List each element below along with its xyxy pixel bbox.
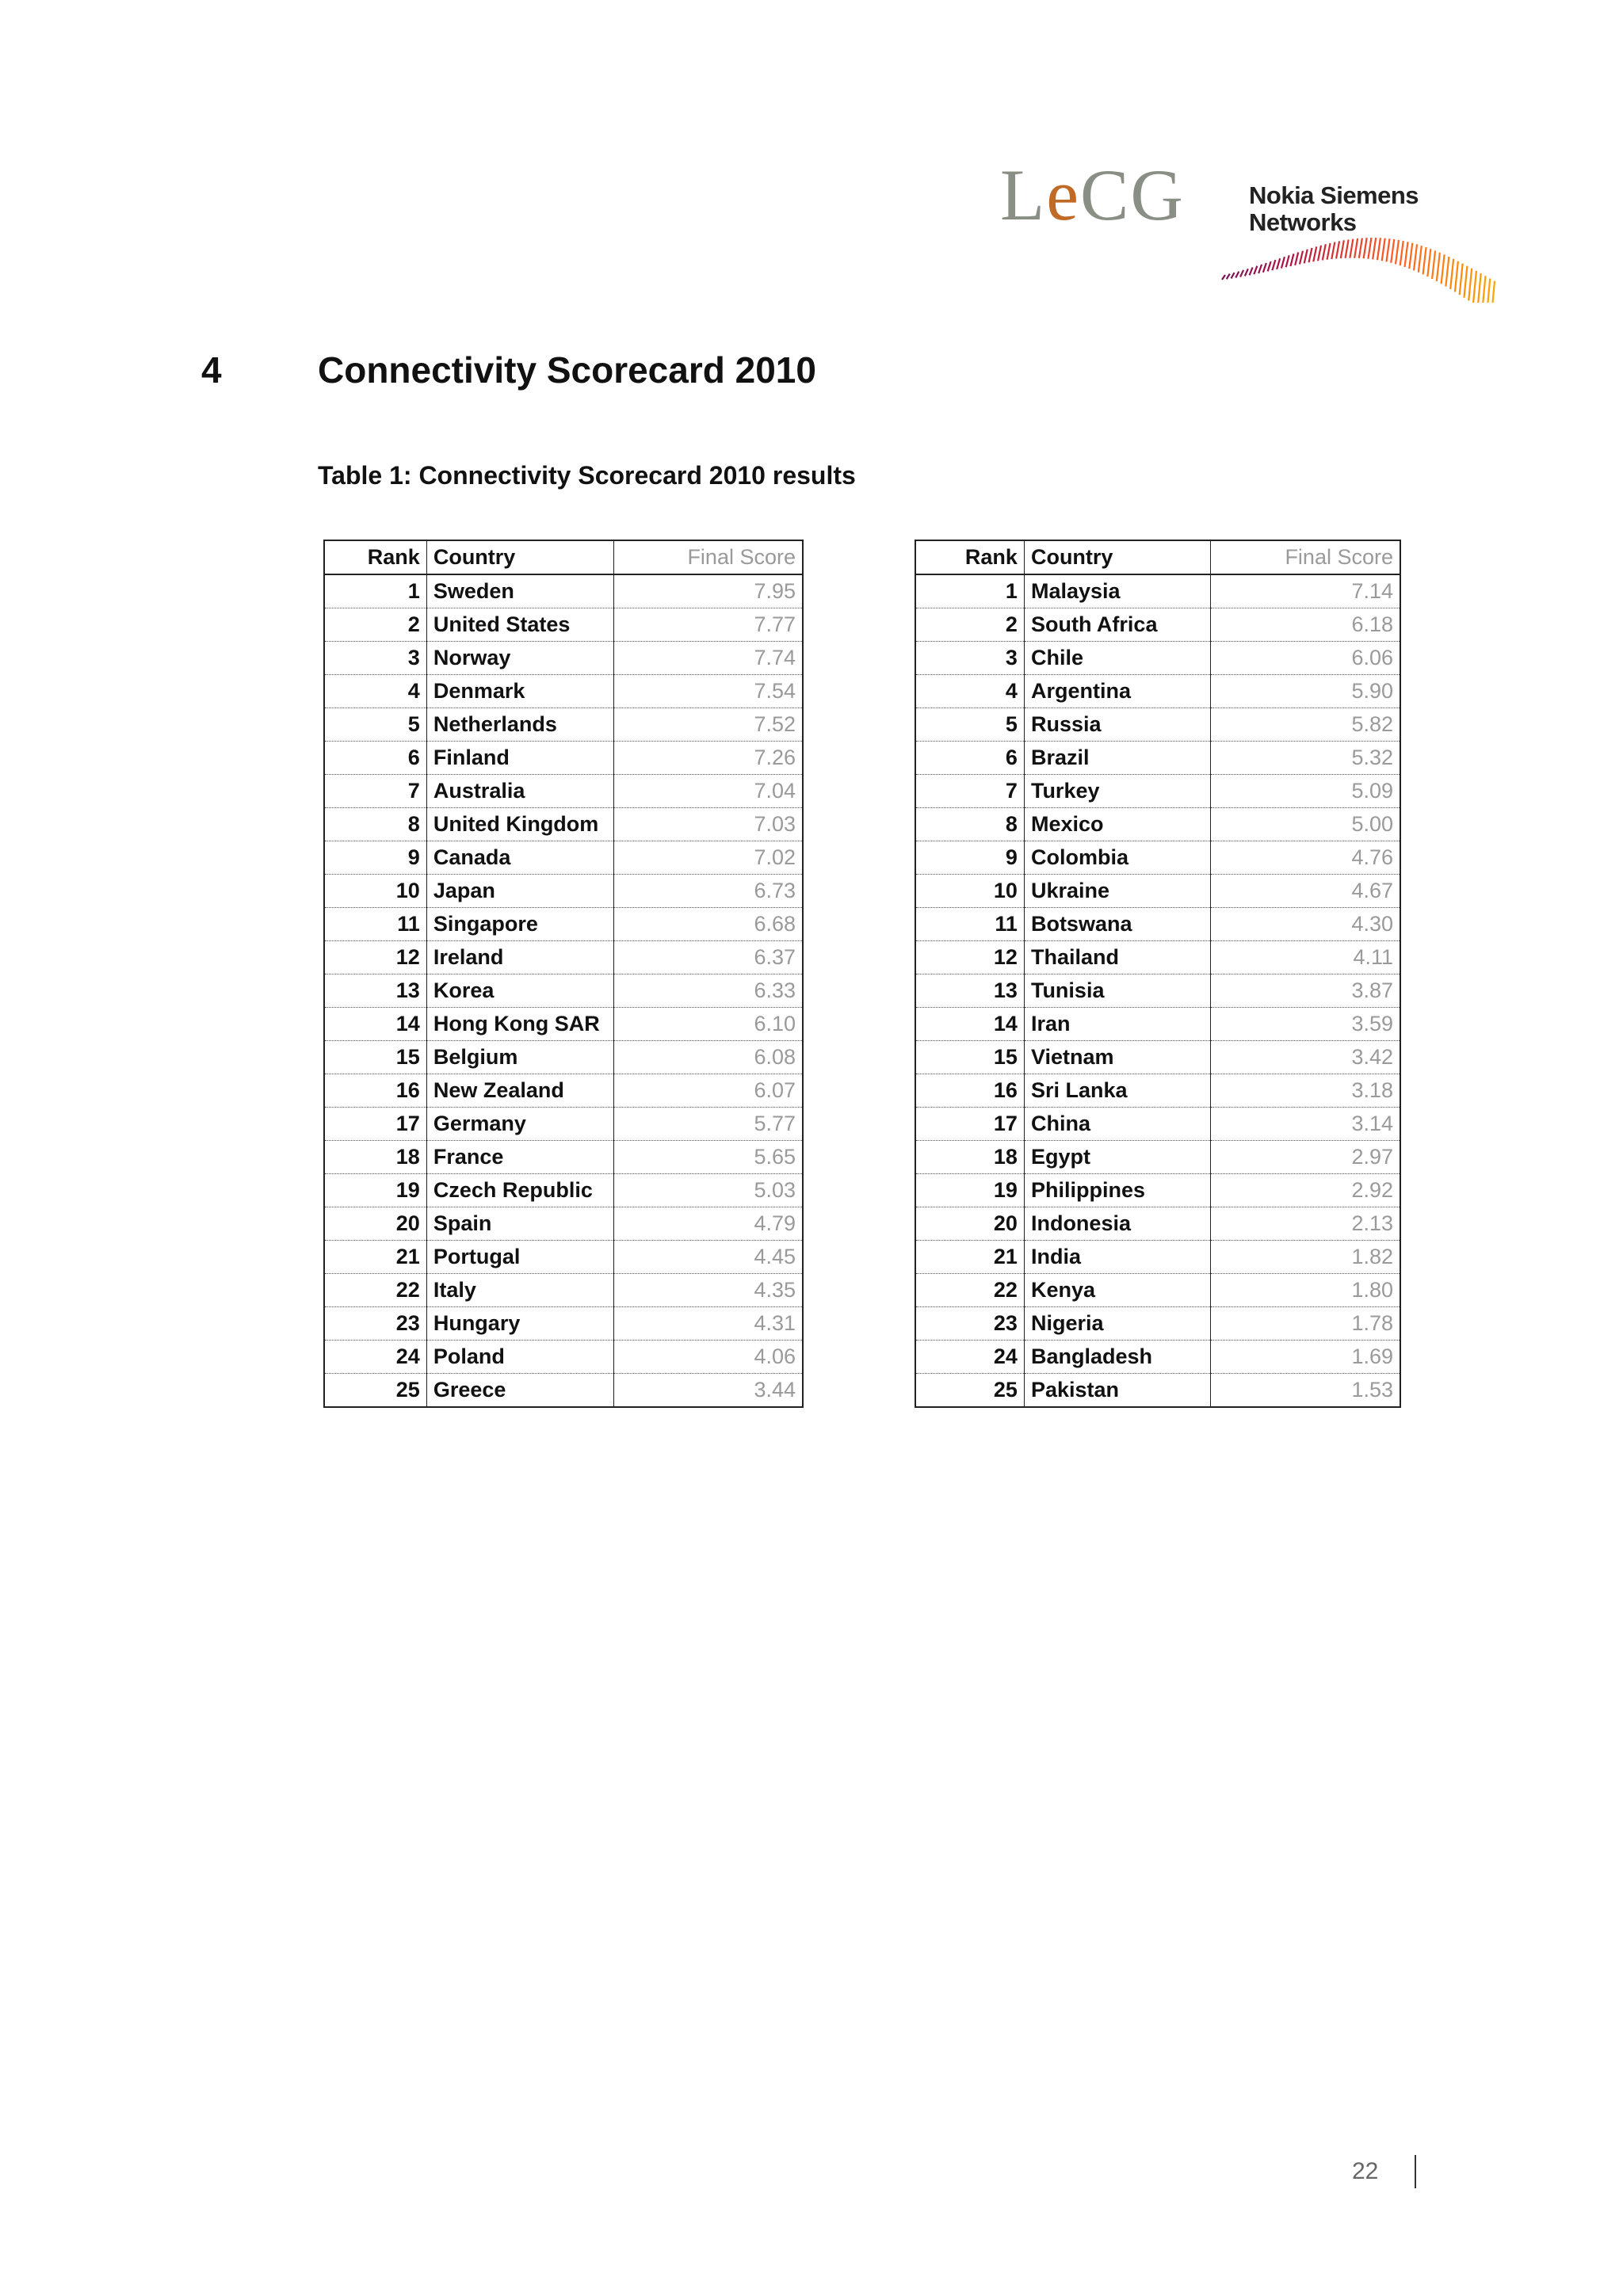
table-row [324, 574, 803, 608]
country-cell: Turkey [1024, 775, 1210, 808]
scorecard-table-right [915, 540, 1401, 1408]
country-cell: Hong Kong SAR [426, 1008, 613, 1041]
table-row [324, 742, 803, 775]
rank-cell: 19 [324, 1174, 426, 1207]
rank-cell: 18 [915, 1141, 1024, 1174]
table-row [915, 1174, 1400, 1207]
rank-cell: 6 [324, 742, 426, 775]
rank-cell: 20 [915, 1207, 1024, 1241]
rank-cell: 21 [915, 1241, 1024, 1274]
country-cell: United States [426, 608, 613, 642]
score-cell: 6.33 [613, 974, 803, 1008]
rank-cell: 1 [915, 574, 1024, 608]
score-cell: 1.78 [1211, 1307, 1400, 1341]
section-number: 4 [201, 349, 222, 391]
country-cell: Korea [426, 974, 613, 1008]
rank-cell: 23 [915, 1307, 1024, 1341]
score-cell: 5.00 [1211, 808, 1400, 841]
rank-cell: 3 [915, 642, 1024, 675]
rank-cell: 13 [915, 974, 1024, 1008]
country-cell: Egypt [1024, 1141, 1210, 1174]
score-cell: 6.08 [613, 1041, 803, 1074]
table-row [915, 1341, 1400, 1374]
table-row [324, 775, 803, 808]
score-cell: 4.30 [1211, 908, 1400, 941]
rank-cell: 11 [324, 908, 426, 941]
table-row [324, 875, 803, 908]
score-cell: 2.97 [1211, 1141, 1400, 1174]
rank-cell: 7 [324, 775, 426, 808]
table-row [324, 1374, 803, 1408]
score-cell: 7.54 [613, 675, 803, 708]
nsn-logo-line2: Networks [1249, 208, 1357, 236]
country-cell: South Africa [1024, 608, 1210, 642]
country-cell: Singapore [426, 908, 613, 941]
country-cell: Russia [1024, 708, 1210, 742]
score-cell: 4.67 [1211, 875, 1400, 908]
country-cell: United Kingdom [426, 808, 613, 841]
country-cell: China [1024, 1108, 1210, 1141]
score-cell: 3.59 [1211, 1008, 1400, 1041]
score-cell: 5.82 [1211, 708, 1400, 742]
country-cell: France [426, 1141, 613, 1174]
table-row [324, 642, 803, 675]
country-cell: Germany [426, 1108, 613, 1141]
country-header: Country [1024, 540, 1210, 574]
final-score-header: Final Score [1211, 540, 1400, 574]
rank-cell: 12 [324, 941, 426, 974]
country-cell: Argentina [1024, 675, 1210, 708]
rank-cell: 4 [324, 675, 426, 708]
page-number: 22 [1352, 2158, 1379, 2184]
score-cell: 5.32 [1211, 742, 1400, 775]
country-cell: Portugal [426, 1241, 613, 1274]
table-caption: Table 1: Connectivity Scorecard 2010 results [318, 461, 856, 490]
country-cell: Sri Lanka [1024, 1074, 1210, 1108]
country-cell: Botswana [1024, 908, 1210, 941]
table-row [915, 775, 1400, 808]
country-cell: Colombia [1024, 841, 1210, 875]
rank-cell: 16 [915, 1074, 1024, 1108]
country-cell: Indonesia [1024, 1207, 1210, 1241]
table-row [915, 1241, 1400, 1274]
score-cell: 4.35 [613, 1274, 803, 1307]
score-cell: 7.74 [613, 642, 803, 675]
country-cell: Chile [1024, 642, 1210, 675]
rank-cell: 9 [324, 841, 426, 875]
country-cell: Ireland [426, 941, 613, 974]
table-row [324, 1041, 803, 1074]
country-cell: Belgium [426, 1041, 613, 1074]
rank-cell: 23 [324, 1307, 426, 1341]
section-title: Connectivity Scorecard 2010 [318, 349, 816, 391]
rank-cell: 11 [915, 908, 1024, 941]
score-cell: 2.13 [1211, 1207, 1400, 1241]
table-row [915, 1008, 1400, 1041]
country-cell: Canada [426, 841, 613, 875]
score-cell: 3.14 [1211, 1108, 1400, 1141]
table-row [324, 708, 803, 742]
table-row [324, 1207, 803, 1241]
country-cell: Sweden [426, 574, 613, 608]
rank-cell: 16 [324, 1074, 426, 1108]
table-row [324, 675, 803, 708]
country-cell: Thailand [1024, 941, 1210, 974]
score-cell: 7.52 [613, 708, 803, 742]
table-row [324, 808, 803, 841]
country-cell: Spain [426, 1207, 613, 1241]
rank-cell: 15 [324, 1041, 426, 1074]
table-row [915, 1041, 1400, 1074]
rank-cell: 10 [324, 875, 426, 908]
country-cell: Kenya [1024, 1274, 1210, 1307]
table-row [324, 1307, 803, 1341]
table-row [915, 1108, 1400, 1141]
score-cell: 1.80 [1211, 1274, 1400, 1307]
country-cell: Finland [426, 742, 613, 775]
score-cell: 7.77 [613, 608, 803, 642]
lecg-logo: LeCG [1000, 154, 1185, 235]
rank-cell: 4 [915, 675, 1024, 708]
score-cell: 5.90 [1211, 675, 1400, 708]
score-cell: 1.69 [1211, 1341, 1400, 1374]
table-row [915, 941, 1400, 974]
table-row [324, 908, 803, 941]
country-cell: Denmark [426, 675, 613, 708]
country-cell: Norway [426, 642, 613, 675]
rank-cell: 24 [324, 1341, 426, 1374]
rank-cell: 18 [324, 1141, 426, 1174]
country-cell: Hungary [426, 1307, 613, 1341]
score-cell: 6.07 [613, 1074, 803, 1108]
table-row [915, 1207, 1400, 1241]
table-row [324, 1241, 803, 1274]
score-cell: 4.79 [613, 1207, 803, 1241]
table-row [324, 1074, 803, 1108]
rank-cell: 19 [915, 1174, 1024, 1207]
country-cell: Poland [426, 1341, 613, 1374]
nsn-logo-line1: Nokia Siemens [1249, 181, 1419, 209]
table-row [915, 808, 1400, 841]
rank-cell: 6 [915, 742, 1024, 775]
table-row [915, 1074, 1400, 1108]
rank-cell: 1 [324, 574, 426, 608]
table-row [324, 841, 803, 875]
table-row [324, 1274, 803, 1307]
score-cell: 4.11 [1211, 941, 1400, 974]
score-cell: 6.37 [613, 941, 803, 974]
table-row [915, 608, 1400, 642]
country-cell: Greece [426, 1374, 613, 1408]
score-cell: 3.87 [1211, 974, 1400, 1008]
table-row [915, 974, 1400, 1008]
table-row [915, 742, 1400, 775]
table-row [915, 1307, 1400, 1341]
country-cell: Italy [426, 1274, 613, 1307]
score-cell: 6.73 [613, 875, 803, 908]
table-row [324, 1174, 803, 1207]
table-row [324, 1008, 803, 1041]
rank-cell: 2 [915, 608, 1024, 642]
page-number-divider [1415, 2155, 1416, 2188]
score-cell: 6.68 [613, 908, 803, 941]
table-header-row [915, 540, 1400, 574]
table-row [324, 608, 803, 642]
score-cell: 6.10 [613, 1008, 803, 1041]
country-cell: Netherlands [426, 708, 613, 742]
score-cell: 5.65 [613, 1141, 803, 1174]
table-row [324, 941, 803, 974]
rank-header: Rank [324, 540, 426, 574]
country-cell: Vietnam [1024, 1041, 1210, 1074]
table-row [324, 1141, 803, 1174]
country-cell: Malaysia [1024, 574, 1210, 608]
rank-cell: 10 [915, 875, 1024, 908]
score-cell: 3.44 [754, 1378, 796, 1402]
rank-cell: 8 [915, 808, 1024, 841]
score-cell: 5.77 [613, 1108, 803, 1141]
score-cell: 4.06 [613, 1341, 803, 1374]
score-cell: 6.06 [1211, 642, 1400, 675]
table-row [915, 841, 1400, 875]
rank-cell: 25 [324, 1374, 426, 1408]
rank-header: Rank [915, 540, 1024, 574]
table-row [915, 708, 1400, 742]
rank-cell: 7 [915, 775, 1024, 808]
scorecard-table-left [323, 540, 804, 1408]
table-row [915, 1141, 1400, 1174]
rank-cell: 17 [915, 1108, 1024, 1141]
score-cell: 7.04 [613, 775, 803, 808]
table-row [915, 675, 1400, 708]
score-cell: 2.92 [1211, 1174, 1400, 1207]
score-cell: 6.18 [1211, 608, 1400, 642]
rank-cell: 21 [324, 1241, 426, 1274]
country-cell: Japan [426, 875, 613, 908]
score-cell: 7.26 [613, 742, 803, 775]
table-row [324, 1341, 803, 1374]
country-header: Country [426, 540, 613, 574]
country-cell: Iran [1024, 1008, 1210, 1041]
table-row [915, 1374, 1400, 1408]
table-row [324, 974, 803, 1008]
score-cell: 1.82 [1211, 1241, 1400, 1274]
table-row [915, 1274, 1400, 1307]
rank-cell: 14 [915, 1008, 1024, 1041]
score-cell: 4.31 [613, 1307, 803, 1341]
nokia-siemens-networks-logo [1220, 176, 1506, 303]
rank-cell: 8 [324, 808, 426, 841]
score-cell: 7.03 [613, 808, 803, 841]
table-row [915, 908, 1400, 941]
final-score-header: Final Score [613, 540, 803, 574]
score-cell: 7.14 [1211, 574, 1400, 608]
country-cell: Nigeria [1024, 1307, 1210, 1341]
table-row [915, 574, 1400, 608]
rank-cell: 5 [324, 708, 426, 742]
rank-cell: 14 [324, 1008, 426, 1041]
country-cell: India [1024, 1241, 1210, 1274]
country-cell: Pakistan [1024, 1374, 1210, 1408]
rank-cell: 9 [915, 841, 1024, 875]
table-row [915, 875, 1400, 908]
rank-cell: 15 [915, 1041, 1024, 1074]
table-row [915, 642, 1400, 675]
rank-cell: 13 [324, 974, 426, 1008]
rank-cell: 12 [915, 941, 1024, 974]
country-cell: Australia [426, 775, 613, 808]
country-cell: Bangladesh [1024, 1341, 1210, 1374]
rank-cell: 25 [915, 1374, 1024, 1408]
score-cell: 7.02 [613, 841, 803, 875]
score-cell: 7.95 [613, 574, 803, 608]
rank-cell: 20 [324, 1207, 426, 1241]
score-cell: 4.76 [1211, 841, 1400, 875]
country-cell: Brazil [1024, 742, 1210, 775]
score-cell: 3.42 [1211, 1041, 1400, 1074]
score-cell: 3.18 [1211, 1074, 1400, 1108]
rank-cell: 5 [915, 708, 1024, 742]
score-cell: 4.45 [613, 1241, 803, 1274]
country-cell: Tunisia [1024, 974, 1210, 1008]
rank-cell: 22 [915, 1274, 1024, 1307]
country-cell: Mexico [1024, 808, 1210, 841]
country-cell: Czech Republic [426, 1174, 613, 1207]
score-cell: 5.09 [1211, 775, 1400, 808]
rank-cell: 17 [324, 1108, 426, 1141]
country-cell: Philippines [1024, 1174, 1210, 1207]
rank-cell: 3 [324, 642, 426, 675]
rank-cell: 24 [915, 1341, 1024, 1374]
rank-cell: 22 [324, 1274, 426, 1307]
score-cell: 1.53 [1351, 1378, 1393, 1402]
rank-cell: 2 [324, 608, 426, 642]
table-row [324, 1108, 803, 1141]
table-header-row [324, 540, 803, 574]
score-cell: 5.03 [613, 1174, 803, 1207]
country-cell: New Zealand [426, 1074, 613, 1108]
country-cell: Ukraine [1024, 875, 1210, 908]
